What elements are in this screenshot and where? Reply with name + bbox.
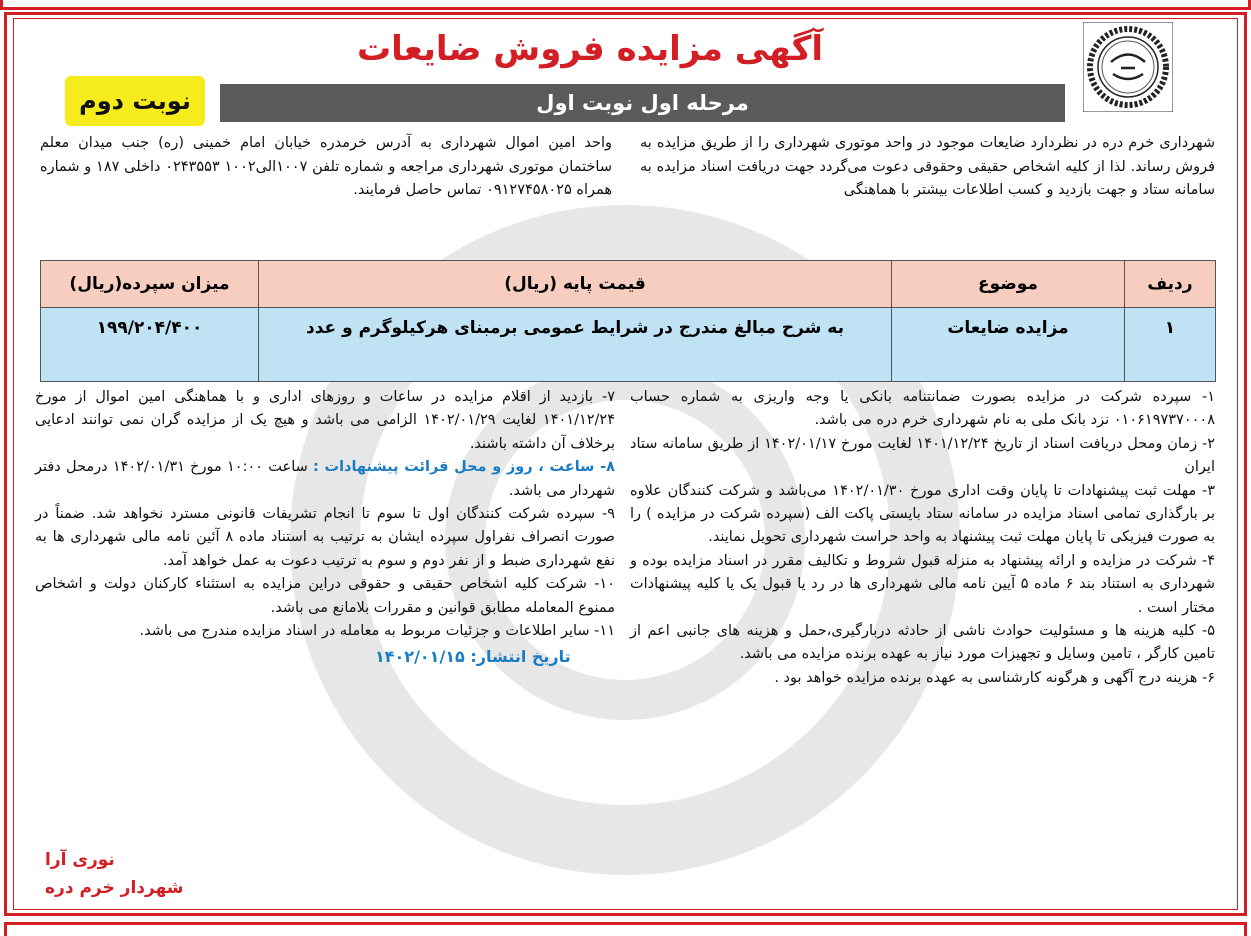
signer-name: نوری آرا [45,850,115,870]
intro-paragraph-left: واحد امین اموال شهرداری به آدرس خرمدره خیابان امام خمینی (ره) جنب میدان معلم ساختمان موتوری شهرداری مراجعه و شماره تلفن ۱۰۰۷الی۱۰۰۲ ۰۲۴۳۵۵۳ داخلی ۱۸۷ و شماره همراه ۰۹۱۲۷۴۵۸۰۲۵ تماس حاصل فرمایند. [40,135,613,198]
term-item-8 [35,456,615,503]
term-item: ۵- کلیه هزینه ها و مسئولیت حوادث ناشی از حادثه دربارگیری،حمل و هزینه های جانبی اعم از تامین کارگر ، تامین وسایل و تجهیزات مورد نیاز به عهده برنده مزایده می باشد. [630,623,1215,663]
cell-base-price: به شرح مبالغ مندرج در شرایط عمومی برمبنای هرکیلوگرم و عدد [259,308,892,382]
term-item: ۱۰- شرکت کلیه اشخاص حقیقی و حقوقی دراین مزایده به استثناء کارکنان دولت و اشخاص ممنوع المعامله مطابق قوانین و مقررات بلامانع می باشد. [35,576,615,616]
term-item: ۴- شرکت در مزایده و ارائه پیشنهاد به منزله قبول شروط و تکالیف مقرر در اسناد مزایده بوده و شهرداری به استناد بند ۶ ماده ۵ آیین نامه مالی شهرداری ها در رد یا قبول یک یا کلیه پیشنهادات مختار است . [630,552,1215,616]
top-border [0,0,1251,10]
terms-column-right [630,386,1215,690]
term-item: ۷- بازدید از اقلام مزایده در ساعات و روزهای اداری و با هماهنگی امین اموال از مورخ ۱۴۰۱/۱۲/۲۴ لغایت ۱۴۰۲/۰۱/۲۹ الزامی می باشد و هیچ یک از مزایده گران نمی توانند ادعایی برخلاف آن داشته باشند. [35,389,615,452]
cell-subject: مزایده ضایعات [892,308,1125,382]
notice-title: آگهی مزایده فروش ضایعات [356,29,824,69]
term-item: ۱- سپرده شرکت در مزایده بصورت ضمانتنامه بانکی یا وجه واریزی به شماره حساب ۰۱۰۶۱۹۷۳۷۰۰۰۸ نزد بانک ملی به نام شهرداری خرم دره می باشد. [630,389,1215,429]
term-item: ۲- زمان ومحل دریافت اسناد از تاریخ ۱۴۰۱/۱۲/۲۴ لغایت مورخ ۱۴۰۲/۰۱/۱۷ از طریق سامانه ستاد ایران [630,435,1215,476]
round-badge: نوبت دوم [65,76,205,126]
term-item-8-heading: ۸- ساعت ، روز و محل قرائت پیشنهادات : [313,459,616,476]
intro-paragraph-right: شهرداری خرم دره در نظردارد ضایعات موجود در واحد موتوری شهرداری را از طریق مزایده به فروش رساند. لذا از کلیه اشخاص حقیقی وحقوقی دعوت می‌گردد جهت دریافت اسناد مزایده به سامانه ستاد و جهت بازدید و کسب اطلاعات بیشتر با هماهنگی [640,135,1215,198]
auction-table [40,260,1216,382]
header-subject: موضوع [892,261,1125,308]
table-header-row [41,261,1216,308]
cell-row-number: ۱ [1125,308,1216,382]
header-base-price: قیمت پایه (ریال) [259,261,892,308]
term-item: ۱۱- سایر اطلاعات و جزئیات مربوط به معامله در اسناد مزایده مندرج می باشد. [139,623,615,640]
term-item: ۹- سپرده شرکت کنندگان اول تا سوم تا انجام تشریفات قانونی مسترد نخواهد شد. ضمناً در صورت انصراف نفراول سپرده ایشان به ترتیب به استناد ماده ۸ آئین نامه مالی شهرداری ها به نفع شهرداری ضبط و از نفر دوم و سوم به ترتیب دعوت به عمل خواهد آمد. [35,506,615,569]
signer-title: شهردار خرم دره [45,878,184,898]
term-item: ۶- هزینه درج آگهی و هرگونه کارشناسی به عهده برنده مزایده خواهد بود . [774,669,1215,686]
header-row-number: ردیف [1125,261,1216,308]
term-item: ۳- مهلت ثبت پیشنهادات تا پایان وقت اداری مورخ ۱۴۰۲/۰۱/۳۰ می‌باشد و شرکت کنندگان علاوه بر بارگذاری تمامی اسناد مزایده در سامانه ستاد بایستی پاکت الف (سپرده شرکت در مزایده ) را به صورت فیزیکی تا پایان مهلت ثبت پیشنهاد به واحد حراست شهرداری تحویل نمایند. [630,482,1215,546]
term-item-8-body: ساعت ۱۰:۰۰ مورخ ۱۴۰۲/۰۱/۳۱ درمحل دفتر شهردار می باشد. [35,459,615,499]
header-deposit: میزان سپرده(ریال) [41,261,259,308]
bottom-border [4,922,1247,936]
cell-deposit: ۱۹۹/۲۰۴/۴۰۰ [41,308,259,382]
terms-column-left [35,386,615,669]
publish-date: تاریخ انتشار: ۱۴۰۲/۰۱/۱۵ [375,647,571,667]
stage-banner: مرحله اول نوبت اول [220,84,1065,122]
table-row [41,308,1216,382]
municipality-logo [1083,22,1173,112]
